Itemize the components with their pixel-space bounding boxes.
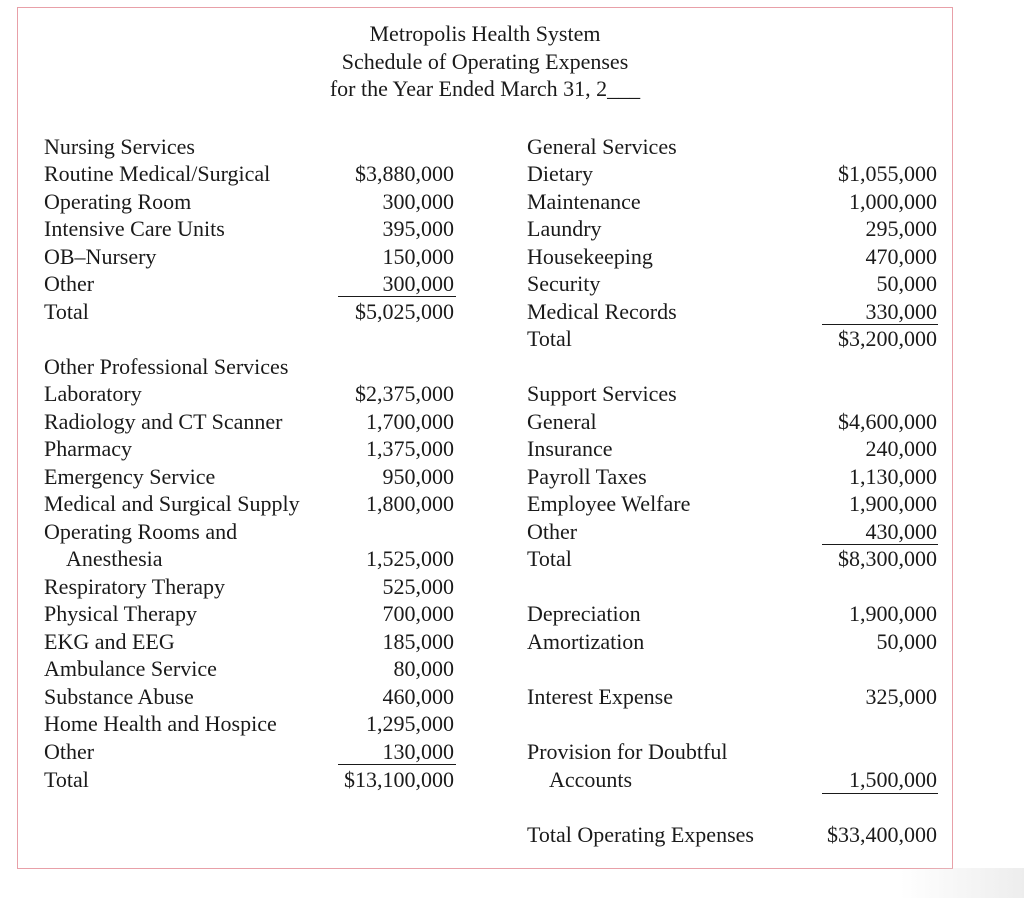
- depreciation-value: 1,900,000: [849, 601, 937, 626]
- subtotal-rule: [338, 764, 456, 765]
- period-line: for the Year Ended March 31, 2___: [329, 76, 641, 101]
- grand-total-value: $33,400,000: [827, 822, 937, 847]
- org-name: Metropolis Health System: [369, 21, 601, 46]
- other-prof-value: 950,000: [382, 464, 454, 489]
- doubtful-value: 1,500,000: [849, 767, 937, 792]
- support-total-label: Total: [527, 546, 572, 571]
- other-prof-total-label: Total: [44, 767, 89, 792]
- doubtful-label-1: Provision for Doubtful: [527, 739, 728, 764]
- other-prof-value: 1,375,000: [366, 436, 454, 461]
- general-label: Security: [527, 271, 601, 296]
- support-label: Insurance: [527, 436, 613, 461]
- other-prof-value: 1,800,000: [366, 491, 454, 516]
- other-prof-value: 1,525,000: [366, 546, 454, 571]
- support-label: Other: [527, 519, 578, 544]
- other-prof-label: Anesthesia: [66, 546, 163, 571]
- interest-label: Interest Expense: [527, 684, 673, 709]
- other-prof-label: Emergency Service: [44, 464, 216, 489]
- support-value: 240,000: [865, 436, 937, 461]
- general-label: Laundry: [527, 216, 602, 241]
- nursing-value: 150,000: [382, 244, 454, 269]
- general-total-label: Total: [527, 326, 572, 351]
- nursing-heading: Nursing Services: [44, 134, 195, 159]
- general-value: 50,000: [876, 271, 937, 296]
- support-value: 1,900,000: [849, 491, 937, 516]
- other-prof-label: Medical and Surgical Supply: [44, 491, 300, 516]
- other-prof-label: EKG and EEG: [44, 629, 175, 654]
- other-prof-label: Radiology and CT Scanner: [44, 409, 283, 434]
- nursing-label: Other: [44, 271, 95, 296]
- support-total-value: $8,300,000: [838, 546, 937, 571]
- general-label: Dietary: [527, 161, 593, 186]
- other-prof-label: Physical Therapy: [44, 601, 197, 626]
- grand-total-label: Total Operating Expenses: [527, 822, 754, 847]
- support-label: Employee Welfare: [527, 491, 691, 516]
- general-total-value: $3,200,000: [838, 326, 937, 351]
- other-prof-value: 1,700,000: [366, 409, 454, 434]
- general-value: 1,000,000: [849, 189, 937, 214]
- general-value: 330,000: [865, 299, 937, 324]
- subtotal-rule: [822, 793, 938, 794]
- general-value: 470,000: [865, 244, 937, 269]
- support-value: $4,600,000: [838, 409, 937, 434]
- other-prof-value: 80,000: [393, 656, 454, 681]
- amortization-label: Amortization: [527, 629, 645, 654]
- nursing-label: OB–Nursery: [44, 244, 157, 269]
- doubtful-label-2: Accounts: [549, 767, 633, 792]
- page-shadow: [900, 868, 1024, 898]
- general-label: Medical Records: [527, 299, 677, 324]
- nursing-label: Operating Room: [44, 189, 192, 214]
- depreciation-label: Depreciation: [527, 601, 641, 626]
- nursing-total-value: $5,025,000: [355, 299, 454, 324]
- other-prof-total-value: $13,100,000: [344, 767, 454, 792]
- other-prof-value: $2,375,000: [355, 381, 454, 406]
- other-prof-value: 1,295,000: [366, 711, 454, 736]
- other-prof-label: Laboratory: [44, 381, 142, 406]
- other-prof-value: 700,000: [382, 601, 454, 626]
- nursing-label: Intensive Care Units: [44, 216, 225, 241]
- interest-value: 325,000: [865, 684, 937, 709]
- support-heading: Support Services: [527, 381, 677, 406]
- nursing-value: 395,000: [382, 216, 454, 241]
- support-value: 430,000: [865, 519, 937, 544]
- other-prof-label: Operating Rooms and: [44, 519, 238, 544]
- amortization-value: 50,000: [876, 629, 937, 654]
- other-prof-value: 185,000: [382, 629, 454, 654]
- other-prof-value: 525,000: [382, 574, 454, 599]
- other-prof-label: Ambulance Service: [44, 656, 217, 681]
- subtotal-rule: [338, 296, 456, 297]
- other-prof-value: 460,000: [382, 684, 454, 709]
- general-value: 295,000: [865, 216, 937, 241]
- general-label: Housekeeping: [527, 244, 653, 269]
- general-heading: General Services: [527, 134, 677, 159]
- nursing-total-label: Total: [44, 299, 89, 324]
- other-prof-label: Respiratory Therapy: [44, 574, 226, 599]
- other-prof-value: 130,000: [382, 739, 454, 764]
- support-value: 1,130,000: [849, 464, 937, 489]
- other-prof-heading: Other Professional Services: [44, 354, 289, 379]
- other-prof-label: Other: [44, 739, 95, 764]
- general-value: $1,055,000: [838, 161, 937, 186]
- nursing-label: Routine Medical/Surgical: [44, 161, 271, 186]
- general-label: Maintenance: [527, 189, 641, 214]
- nursing-value: 300,000: [382, 271, 454, 296]
- other-prof-label: Home Health and Hospice: [44, 711, 277, 736]
- other-prof-label: Pharmacy: [44, 436, 132, 461]
- support-label: General: [527, 409, 597, 434]
- other-prof-label: Substance Abuse: [44, 684, 194, 709]
- nursing-value: $3,880,000: [355, 161, 454, 186]
- schedule-title: Schedule of Operating Expenses: [341, 49, 629, 74]
- support-label: Payroll Taxes: [527, 464, 647, 489]
- nursing-value: 300,000: [382, 189, 454, 214]
